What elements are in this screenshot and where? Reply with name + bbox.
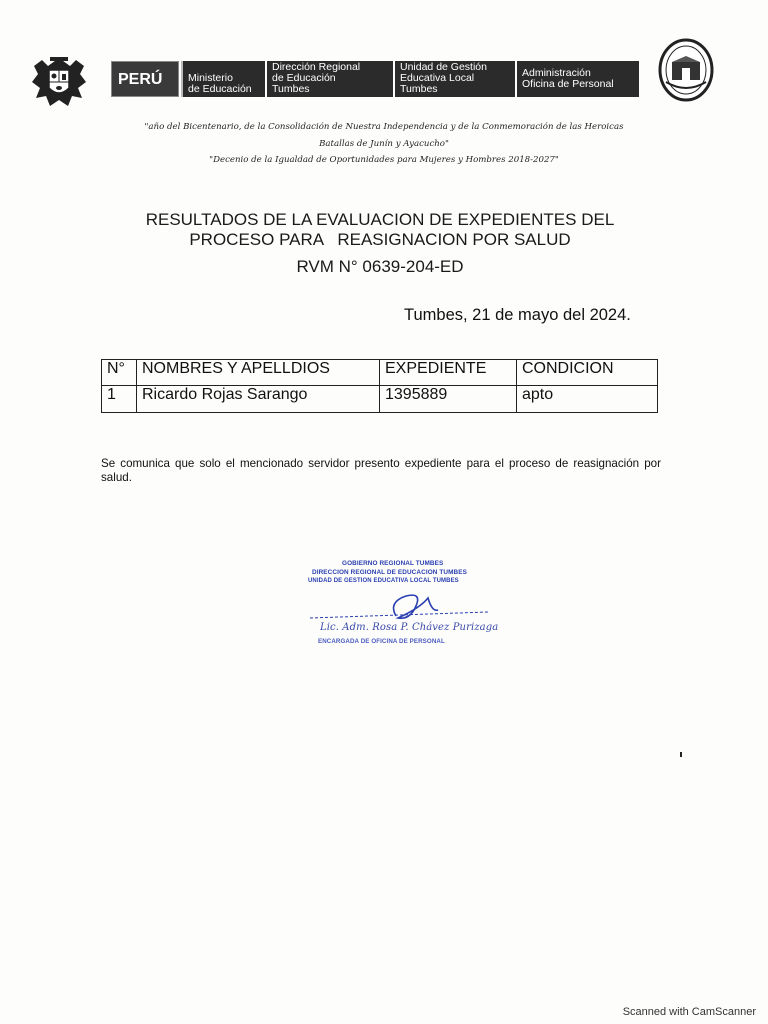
institutional-header-banner xyxy=(111,61,639,97)
document-date: Tumbes, 21 de mayo del 2024. xyxy=(404,306,631,324)
communication-note: Se comunica que solo el mencionado servidor presento expediente para el proceso de reasignación por salud. xyxy=(101,457,661,484)
signer-name: Lic. Adm. Rosa P. Chávez Purizaga xyxy=(320,622,499,633)
table-header-row xyxy=(102,360,658,386)
ministerio-label: Ministerio de Educación xyxy=(181,61,265,97)
scan-mark xyxy=(680,752,682,757)
header-names: NOMBRES Y APELLDIOS xyxy=(137,360,380,386)
stamp-line-3: UNIDAD DE GESTION EDUCATIVA LOCAL TUMBES xyxy=(308,578,459,584)
row-name: Ricardo Rojas Sarango xyxy=(137,386,380,413)
document-title-line-2: PROCESO PARA REASIGNACION POR SALUD xyxy=(189,230,571,249)
row-condicion: apto xyxy=(517,386,658,413)
administracion-label: Administración Oficina de Personal xyxy=(517,61,639,97)
decree-line-1: "año del Bicentenario, de la Consolidación de Nuestra Independencia y de la Conmemoración de las Heroicas xyxy=(144,122,624,132)
ugel-label: Unidad de Gestión Educativa Local Tumbes xyxy=(395,61,515,97)
peru-coat-of-arms-logo xyxy=(28,52,90,112)
header-condicion: CONDICION xyxy=(517,360,658,386)
header-expediente: EXPEDIENTE xyxy=(380,360,517,386)
stamp-line-1: GOBIERNO REGIONAL TUMBES xyxy=(342,560,444,567)
scanner-watermark: Scanned with CamScanner xyxy=(622,1006,756,1018)
document-title-line-1: RESULTADOS DE LA EVALUACION DE EXPEDIENTES DEL xyxy=(145,210,615,229)
results-table xyxy=(101,359,658,413)
row-number: 1 xyxy=(102,386,137,413)
header-number: N° xyxy=(102,360,137,386)
decree-line-3: "Decenio de la Igualdad de Oportunidades para Mujeres y Hombres 2018-2027" xyxy=(209,155,559,165)
stamp-line-2: DIRECCION REGIONAL DE EDUCACION TUMBES xyxy=(312,569,467,576)
decree-line-2: Batallas de Junín y Ayacucho" xyxy=(319,139,449,149)
official-stamp xyxy=(296,558,499,658)
table-row xyxy=(102,386,658,413)
direccion-regional-label: Dirección Regional de Educación Tumbes xyxy=(267,61,393,97)
row-expediente: 1395889 xyxy=(380,386,517,413)
peru-label: PERÚ xyxy=(111,61,179,97)
ugel-seal-logo xyxy=(658,38,714,102)
signer-role: ENCARGADA DE OFICINA DE PERSONAL xyxy=(318,638,445,645)
rvm-number: RVM N° 0639-204-ED xyxy=(296,257,464,276)
